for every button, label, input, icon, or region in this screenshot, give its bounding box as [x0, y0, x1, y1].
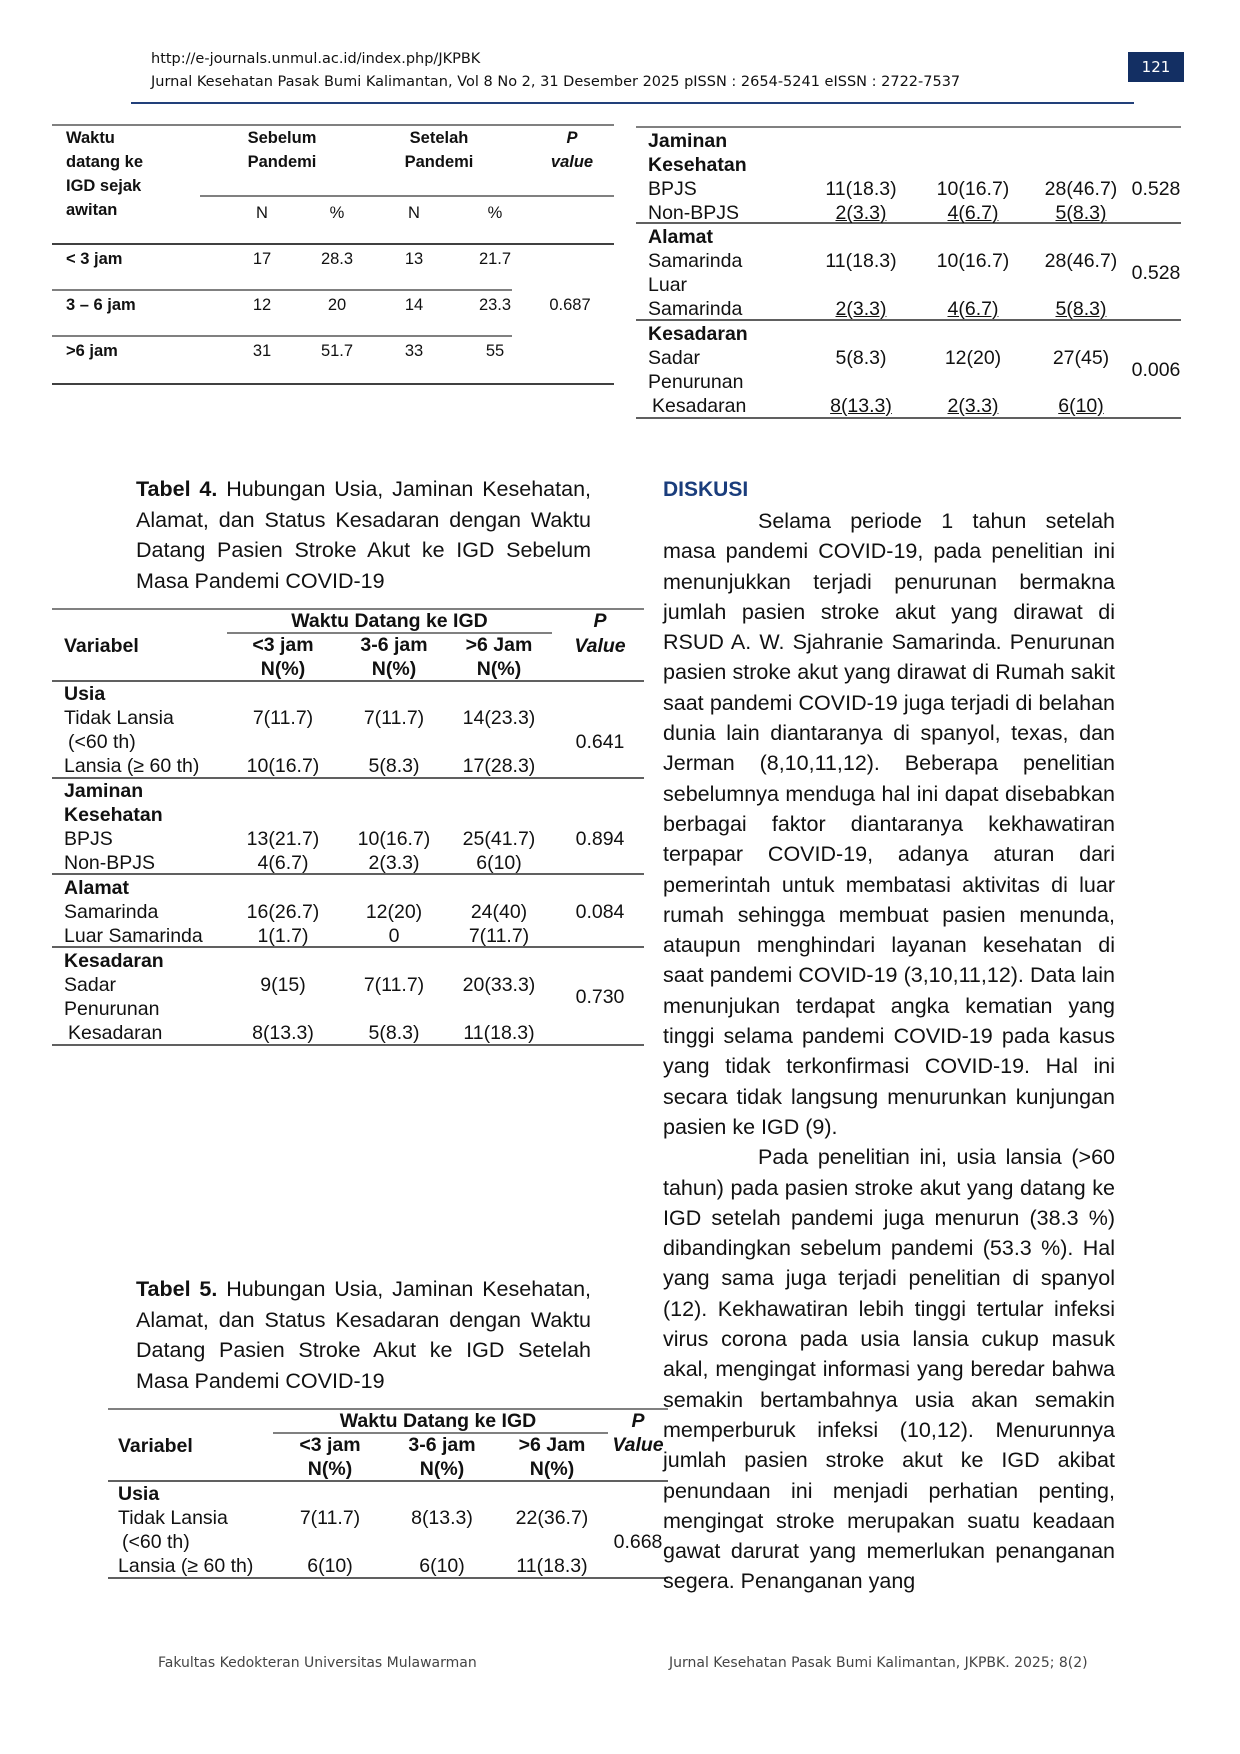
table-cell: 21.7 [478, 250, 512, 268]
table-cell: 2(3.3) [947, 395, 999, 417]
table-cell: 2(3.3) [368, 852, 420, 874]
table-cell: 6(10) [419, 1555, 465, 1577]
table-cell: 16(26.7) [246, 901, 320, 923]
table-cell: 10(16.7) [357, 828, 431, 850]
sub-pct: % [329, 204, 345, 222]
row-label: Penurunan [648, 371, 744, 393]
table-cell: 7(11.7) [252, 707, 314, 729]
caption-text: Hubungan Usia, Jaminan Kesehatan, Alamat, dan Status Kesadaran dengan Waktu Datang Pasien Stroke Akut ke IGD Sebelum Masa Pandemi COVID-19 [136, 477, 591, 593]
table-cell: 2(3.3) [835, 202, 887, 224]
table-cell: 28(46.7) [1044, 178, 1118, 200]
p-value: 0.894 [575, 828, 625, 850]
row-label: Lansia (≥ 60 th) [64, 755, 200, 777]
group-heading: Jaminan [648, 130, 728, 152]
row-label: Samarinda [64, 901, 159, 923]
table-cell: 4(6.7) [257, 852, 309, 874]
header-p: P [593, 610, 607, 632]
table-cell: 4(6.7) [947, 298, 999, 320]
sub-n: N [256, 204, 268, 222]
footer-faculty: Fakultas Kedokteran Universitas Mulawarman [158, 1655, 477, 1671]
row-label: Sadar [64, 974, 117, 996]
table-cell: 11(18.3) [516, 1555, 588, 1577]
header-col: <3 jam [252, 634, 314, 656]
caption-label: Tabel 4. [136, 477, 218, 501]
caption-text: Hubungan Usia, Jaminan Kesehatan, Alamat, dan Status Kesadaran dengan Waktu Datang Pasien Stroke Akut ke IGD Setelah Masa Pandemi COVID-19 [136, 1277, 591, 1393]
table-cell: 14(23.3) [462, 707, 536, 729]
table-cell: 5(8.3) [1055, 298, 1107, 320]
table-cell: 6(10) [476, 852, 522, 874]
row-label: Tidak Lansia [64, 707, 174, 729]
group-heading: Alamat [648, 226, 714, 248]
header-rule [131, 102, 1134, 104]
table-cell: 8(13.3) [252, 1022, 314, 1044]
header-group: Waktu Datang ke IGD [291, 610, 488, 632]
header-group: Waktu Datang ke IGD [339, 1410, 537, 1432]
header-unit: N(%) [476, 658, 522, 680]
p-value: 0.730 [575, 986, 625, 1008]
group-heading: Kesadaran [648, 323, 748, 345]
row-label: Lansia (≥ 60 th) [118, 1555, 254, 1577]
table-cell: 17(28.3) [462, 755, 536, 777]
table-cell: 13 [404, 250, 424, 268]
sub-pct: % [487, 204, 503, 222]
group-heading: Kesadaran [64, 950, 164, 972]
table-cell: 10(16.7) [246, 755, 320, 777]
group-heading: Kesehatan [64, 804, 163, 826]
table-cell: 5(8.3) [368, 755, 420, 777]
table-5-continued [636, 126, 1181, 421]
header-unit: N(%) [307, 1458, 353, 1480]
group-heading: Kesehatan [648, 154, 747, 176]
group-heading: Jaminan [64, 780, 144, 802]
table-cell: 5(8.3) [1055, 202, 1107, 224]
row-label: (<60 th) [122, 1531, 190, 1553]
table-3-p-head: P value [550, 129, 594, 171]
table-cell: 12 [252, 296, 272, 314]
table-cell: 7(11.7) [299, 1507, 361, 1529]
row-label: Samarinda [648, 298, 743, 320]
header-unit: N(%) [371, 658, 417, 680]
table-cell: 7(11.7) [468, 925, 530, 947]
header-col: >6 Jam [518, 1434, 586, 1456]
table-cell: 12(20) [365, 901, 423, 923]
header-col: <3 jam [299, 1434, 361, 1456]
table-cell: 5(8.3) [368, 1022, 420, 1044]
header-value: Value [612, 1434, 664, 1456]
p-value: 0.528 [1131, 262, 1181, 284]
row-label: BPJS [648, 178, 697, 200]
row-label: BPJS [64, 828, 113, 850]
table-cell: 22(36.7) [515, 1507, 589, 1529]
table-cell: 11(18.3) [463, 1022, 535, 1044]
table-cell: 7(11.7) [363, 974, 425, 996]
table-cell: 17 [252, 250, 272, 268]
table-5-caption [136, 1274, 591, 1396]
table-row-label: >6 jam [66, 342, 118, 360]
table-cell: 5(8.3) [835, 347, 887, 369]
table-cell: 20 [327, 296, 347, 314]
table-row-label: 3 – 6 jam [66, 296, 136, 314]
table-5 [108, 1408, 668, 1588]
row-label: Non-BPJS [648, 202, 740, 224]
paragraph: Selama periode 1 tahun setelah masa pandemi COVID-19, pada penelitian ini menunjukkan terjadi penurunan bermakna jumlah pasien stroke akut yang dirawat di RSUD A. W. Sjahranie Samarinda. Penurunan pasien stroke akut yang dirawat di Rumah sakit saat pandemi COVID-19 juga terjadi di belahan dunia lain diantaranya di spanyol, texas, dan Jerman (8,10,11,12). Beberapa penelitian sebelumnya menduga hal ini dapat disebabkan berbagai faktor diantaranya kekhawatiran terpapar COVID-19, adanya aturan dari pemerintah untuk membatasi aktivitas di luar rumah sehingga membuat pasien menunda, ataupun menghindari layanan kesehatan di saat pandemi COVID-19 (3,10,11,12). Data lain menunjukan terdapat angka kematian yang tinggi selama pandemi COVID-19 pada kasus yang tidak terkonfirmasi COVID-19. Hal ini secara tidak langsung menurunkan kunjungan pasien ke IGD (9). [663, 509, 1115, 1139]
row-label: Luar Samarinda [64, 925, 203, 947]
table-cell: 8(13.3) [411, 1507, 473, 1529]
row-label: Sadar [648, 347, 701, 369]
row-label: (<60 th) [68, 731, 136, 753]
p-value: 0.687 [549, 296, 591, 314]
table-cell: 27(45) [1052, 347, 1110, 369]
header-unit: N(%) [419, 1458, 465, 1480]
p-value: 0.668 [613, 1531, 663, 1553]
header-col: 3-6 jam [360, 634, 428, 656]
row-label: Tidak Lansia [118, 1507, 228, 1529]
table-cell: 1(1.7) [257, 925, 309, 947]
group-heading: Usia [118, 1483, 160, 1505]
table-3-var-head: Waktu datang ke IGD sejak awitan [66, 129, 144, 219]
caption-label: Tabel 5. [136, 1277, 218, 1301]
header-col: 3-6 jam [408, 1434, 476, 1456]
table-cell: 11(18.3) [825, 250, 897, 272]
header-variabel: Variabel [64, 635, 139, 657]
group-heading: Alamat [64, 877, 130, 899]
table-3 [52, 124, 614, 386]
row-label: Penurunan [64, 998, 160, 1020]
table-cell: 23.3 [478, 296, 512, 314]
table-cell: 10(16.7) [936, 178, 1010, 200]
table-cell: 33 [404, 342, 424, 360]
row-label: Kesadaran [68, 1022, 163, 1044]
table-cell: 7(11.7) [363, 707, 425, 729]
group-heading: Usia [64, 683, 106, 705]
table-3-after-head: Setelah Pandemi [404, 129, 474, 171]
table-cell: 8(13.3) [830, 395, 892, 417]
table-row-label: < 3 jam [66, 250, 123, 268]
table-cell: 20(33.3) [462, 974, 536, 996]
table-cell: 14 [404, 296, 424, 314]
table-4-caption [136, 474, 591, 596]
footer-journal: Jurnal Kesehatan Pasak Bumi Kalimantan, JKPBK. 2025; 8(2) [669, 1655, 1088, 1671]
table-cell: 55 [485, 342, 505, 360]
header-variabel: Variabel [118, 1435, 193, 1457]
table-cell: 2(3.3) [835, 298, 887, 320]
header-col: >6 Jam [465, 634, 533, 656]
row-label: Luar [648, 274, 688, 296]
table-cell: 25(41.7) [462, 828, 536, 850]
table-cell: 51.7 [320, 342, 354, 360]
journal-url[interactable]: http://e-journals.unmul.ac.id/index.php/JKPBK [151, 51, 481, 67]
section-heading: DISKUSI [663, 478, 749, 501]
table-cell: 12(20) [944, 347, 1002, 369]
table-cell: 6(10) [307, 1555, 353, 1577]
p-value: 0.641 [575, 731, 625, 753]
table-cell: 31 [252, 342, 272, 360]
table-cell: 28.3 [320, 250, 354, 268]
table-cell: 0 [388, 925, 400, 947]
table-cell: 11(18.3) [825, 178, 897, 200]
header-unit: N(%) [529, 1458, 575, 1480]
table-3-before-head: Sebelum Pandemi [247, 129, 317, 171]
journal-citation: Jurnal Kesehatan Pasak Bumi Kalimantan, Vol 8 No 2, 31 Desember 2025 pISSN : 2654-5241 eISSN : 2722-7537 [151, 74, 961, 90]
table-cell: 4(6.7) [947, 202, 999, 224]
p-value: 0.006 [1131, 359, 1181, 381]
table-4 [52, 608, 644, 1053]
p-value: 0.084 [575, 901, 625, 923]
row-label: Kesadaran [652, 395, 747, 417]
table-cell: 24(40) [470, 901, 528, 923]
page-number: 121 [1128, 52, 1184, 82]
header-value: Value [574, 635, 626, 657]
table-cell: 28(46.7) [1044, 250, 1118, 272]
row-label: Samarinda [648, 250, 743, 272]
table-cell: 10(16.7) [936, 250, 1010, 272]
header-unit: N(%) [260, 658, 306, 680]
discussion-body [663, 506, 1115, 1597]
table-cell: 9(15) [260, 974, 306, 996]
paragraph: Pada penelitian ini, usia lansia (>60 tahun) pada pasien stroke akut yang datang ke IGD setelah pandemi juga menurun (38.3 %) dibandingkan sebelum pandemi (53.3 %). Hal yang sama juga terjadi penelitian di spanyol (12). Kekhawatiran lebih tinggi tertular infeksi virus corona pada usia lansia cukup masuk akal, mengingat informasi yang beredar bahwa semakin bertambahnya usia akan semakin memperburuk infeksi (10,12). Menurunnya jumlah pasien stroke akut ke IGD akibat penundaan ini menjadi perhatian penting, mengingat stroke merupakan suatu keadaan gawat darurat yang memerlukan penanganan segera. Penanganan yang [663, 1145, 1115, 1594]
p-value: 0.528 [1131, 178, 1181, 200]
table-cell: 6(10) [1058, 395, 1104, 417]
table-cell: 13(21.7) [246, 828, 320, 850]
row-label: Non-BPJS [64, 852, 156, 874]
sub-n: N [408, 204, 420, 222]
header-p: P [631, 1410, 645, 1432]
